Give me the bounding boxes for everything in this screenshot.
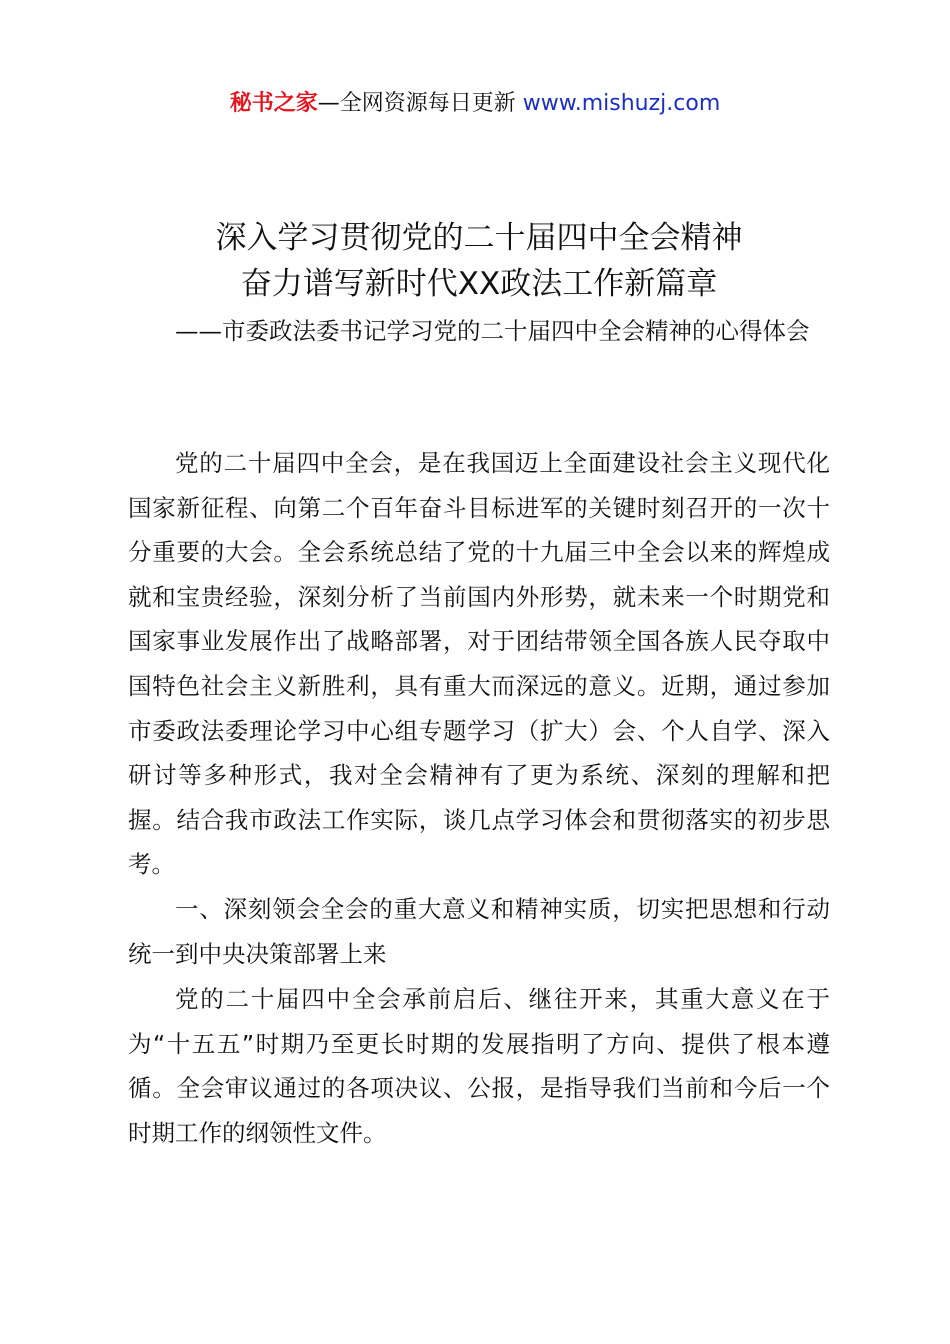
paragraph-intro bbox=[128, 441, 830, 887]
document-title-line-2: 奋力谱写新时代XX政法工作新篇章 bbox=[240, 266, 718, 302]
document-title-line-1: 深入学习贯彻党的二十届四中全会精神 bbox=[215, 220, 743, 256]
site-header bbox=[0, 88, 950, 120]
paragraph-text: 党的二十届四中全会承前启后、继往开来，其重大意义在于为“十五五”时期乃至更长时期的发展指明了方向、提供了根本遵循。全会审议通过的各项决议、公报，是指导我们当前和今后一个时期工作的纲领性文件。 bbox=[128, 985, 830, 1147]
paragraph-section-1 bbox=[128, 977, 830, 1155]
brand-name: 秘书之家 bbox=[229, 91, 318, 116]
section-heading-1 bbox=[128, 887, 830, 976]
document-subtitle bbox=[128, 309, 830, 354]
section-heading-text: 一、深刻领会全会的重大意义和精神实质，切实把思想和行动统一到中央决策部署上来 bbox=[128, 895, 830, 968]
header-tagline: —全网资源每日更新 bbox=[317, 91, 516, 116]
site-url-link[interactable]: www.mishuzj.com bbox=[522, 91, 721, 116]
paragraph-text: 党的二十届四中全会，是在我国迈上全面建设社会主义现代化国家新征程、向第二个百年奋斗目标进军的关键时刻召开的一次十分重要的大会。全会系统总结了党的十九届三中全会以来的辉煌成就和宝贵经验，深刻分析了当前国内外形势，就未来一个时期党和国家事业发展作出了战略部署，对于团结带领全国各族人民夺取中国特色社会主义新胜利，具有重大而深远的意义。近期，通过参加市委政法委理论学习中心组专题学习（扩大）会、个人自学、深入研讨等多种形式，我对全会精神有了更为系统、深刻的理解和把握。结合我市政法工作实际，谈几点学习体会和贯彻落实的初步思考。 bbox=[128, 449, 830, 879]
subtitle-text: ——市委政法委书记学习党的二十届四中全会精神的心得体会 bbox=[175, 317, 810, 345]
